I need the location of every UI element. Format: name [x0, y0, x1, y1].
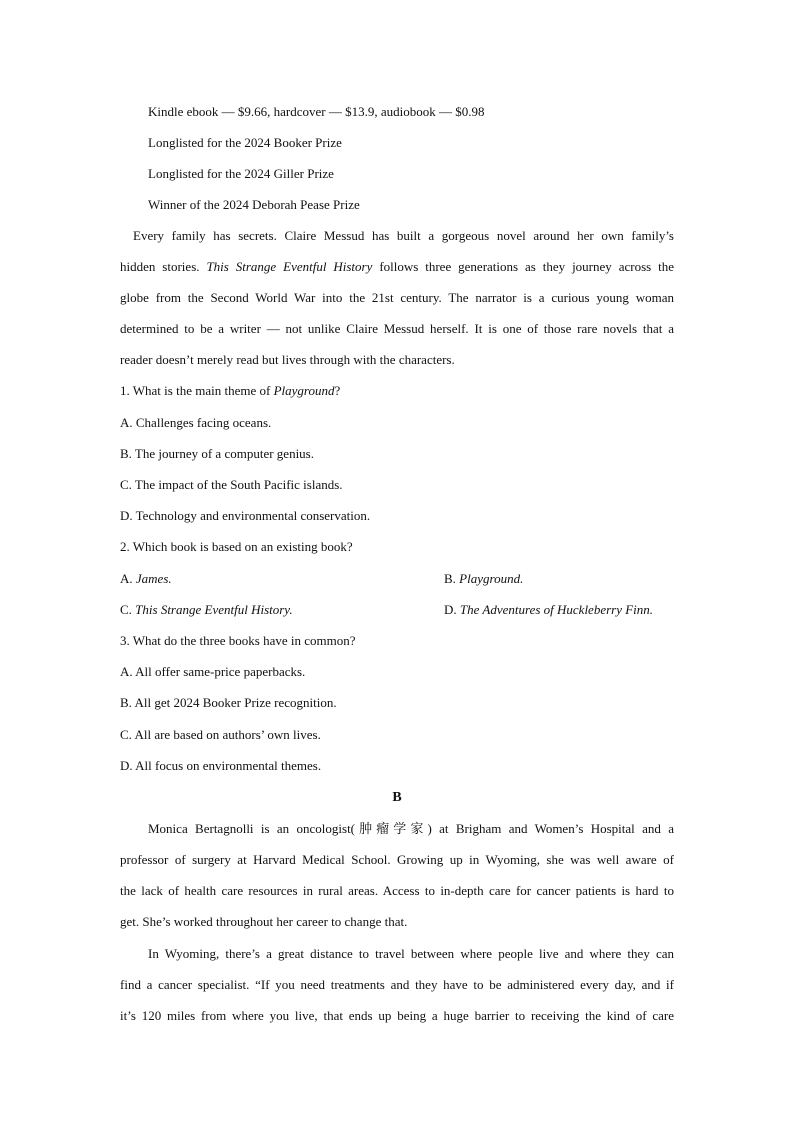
question-2-stem: 2. Which book is based on an existing book?: [120, 539, 353, 554]
book-title: This Strange Eventful History: [206, 259, 373, 274]
question-1-option-b: B. The journey of a computer genius.: [120, 446, 314, 461]
question-text: 1. What is the main theme of: [120, 383, 274, 398]
question-text: ?: [334, 383, 341, 398]
question-2-option-c: [120, 602, 293, 618]
question-1-option-d: D. Technology and environmental conservation.: [120, 508, 371, 523]
book-price-line: Kindle ebook — $9.66, hardcover — $13.9, audiobook — $0.98: [148, 104, 485, 119]
option-letter: C.: [120, 602, 136, 617]
option-text: The Adventures of Huckleberry Finn.: [459, 602, 654, 617]
section-b-heading: B: [392, 790, 402, 805]
passage-b-line: In Wyoming, there’s a great distance to travel between where people live and where they can: [148, 946, 674, 961]
description-line: [120, 259, 674, 275]
option-text: Playground.: [459, 571, 524, 586]
option-letter: B.: [444, 571, 460, 586]
pease-prize-line: Winner of the 2024 Deborah Pease Prize: [148, 197, 360, 212]
question-3-option-b: B. All get 2024 Booker Prize recognition.: [120, 695, 337, 710]
option-text: James.: [135, 571, 172, 586]
option-letter: A.: [120, 571, 136, 586]
passage-b-line: professor of surgery at Harvard Medical School. Growing up in Wyoming, she was well aware of: [120, 852, 674, 867]
question-3-option-a: A. All offer same-price paperbacks.: [120, 664, 306, 679]
description-line: Every family has secrets. Claire Messud has built a gorgeous novel around her own family’s: [133, 228, 674, 243]
option-text: This Strange Eventful History.: [135, 602, 293, 617]
passage-b-line: the lack of health care resources in rural areas. Access to in-depth care for cancer patients is hard to: [120, 883, 674, 898]
description-line: reader doesn’t merely read but lives through with the characters.: [120, 352, 455, 367]
question-2-option-b: [444, 571, 523, 587]
passage-b-line: Monica Bertagnolli is an oncologist(肿瘤学家) at Brigham and Women’s Hospital and a: [148, 821, 674, 836]
description-line: determined to be a writer — not unlike Claire Messud herself. It is one of those rare novels that a: [120, 321, 674, 336]
booker-longlist-line: Longlisted for the 2024 Booker Prize: [148, 135, 342, 150]
passage-b-line: get. She’s worked throughout her career to change that.: [120, 914, 408, 929]
passage-b-line: it’s 120 miles from where you live, that ends up being a huge barrier to receiving the kind of care: [120, 1008, 674, 1023]
option-letter: D.: [444, 602, 460, 617]
description-line: globe from the Second World War into the 21st century. The narrator is a curious young woman: [120, 290, 674, 305]
question-3-stem: 3. What do the three books have in common?: [120, 633, 356, 648]
question-1-option-a: A. Challenges facing oceans.: [120, 415, 272, 430]
question-2-option-a: [120, 571, 172, 587]
question-2-option-d: [444, 602, 653, 618]
question-1-stem: [120, 383, 340, 399]
description-text: hidden stories.: [120, 259, 207, 274]
book-title: Playground: [273, 383, 335, 398]
passage-b-line: find a cancer specialist. “If you need treatments and they have to be administered every day, and if: [120, 977, 674, 992]
question-3-option-d: D. All focus on environmental themes.: [120, 758, 322, 773]
question-1-option-c: C. The impact of the South Pacific islands.: [120, 477, 343, 492]
giller-longlist-line: Longlisted for the 2024 Giller Prize: [148, 166, 334, 181]
description-text: follows three generations as they journey across the: [372, 259, 674, 274]
question-3-option-c: C. All are based on authors’ own lives.: [120, 727, 321, 742]
